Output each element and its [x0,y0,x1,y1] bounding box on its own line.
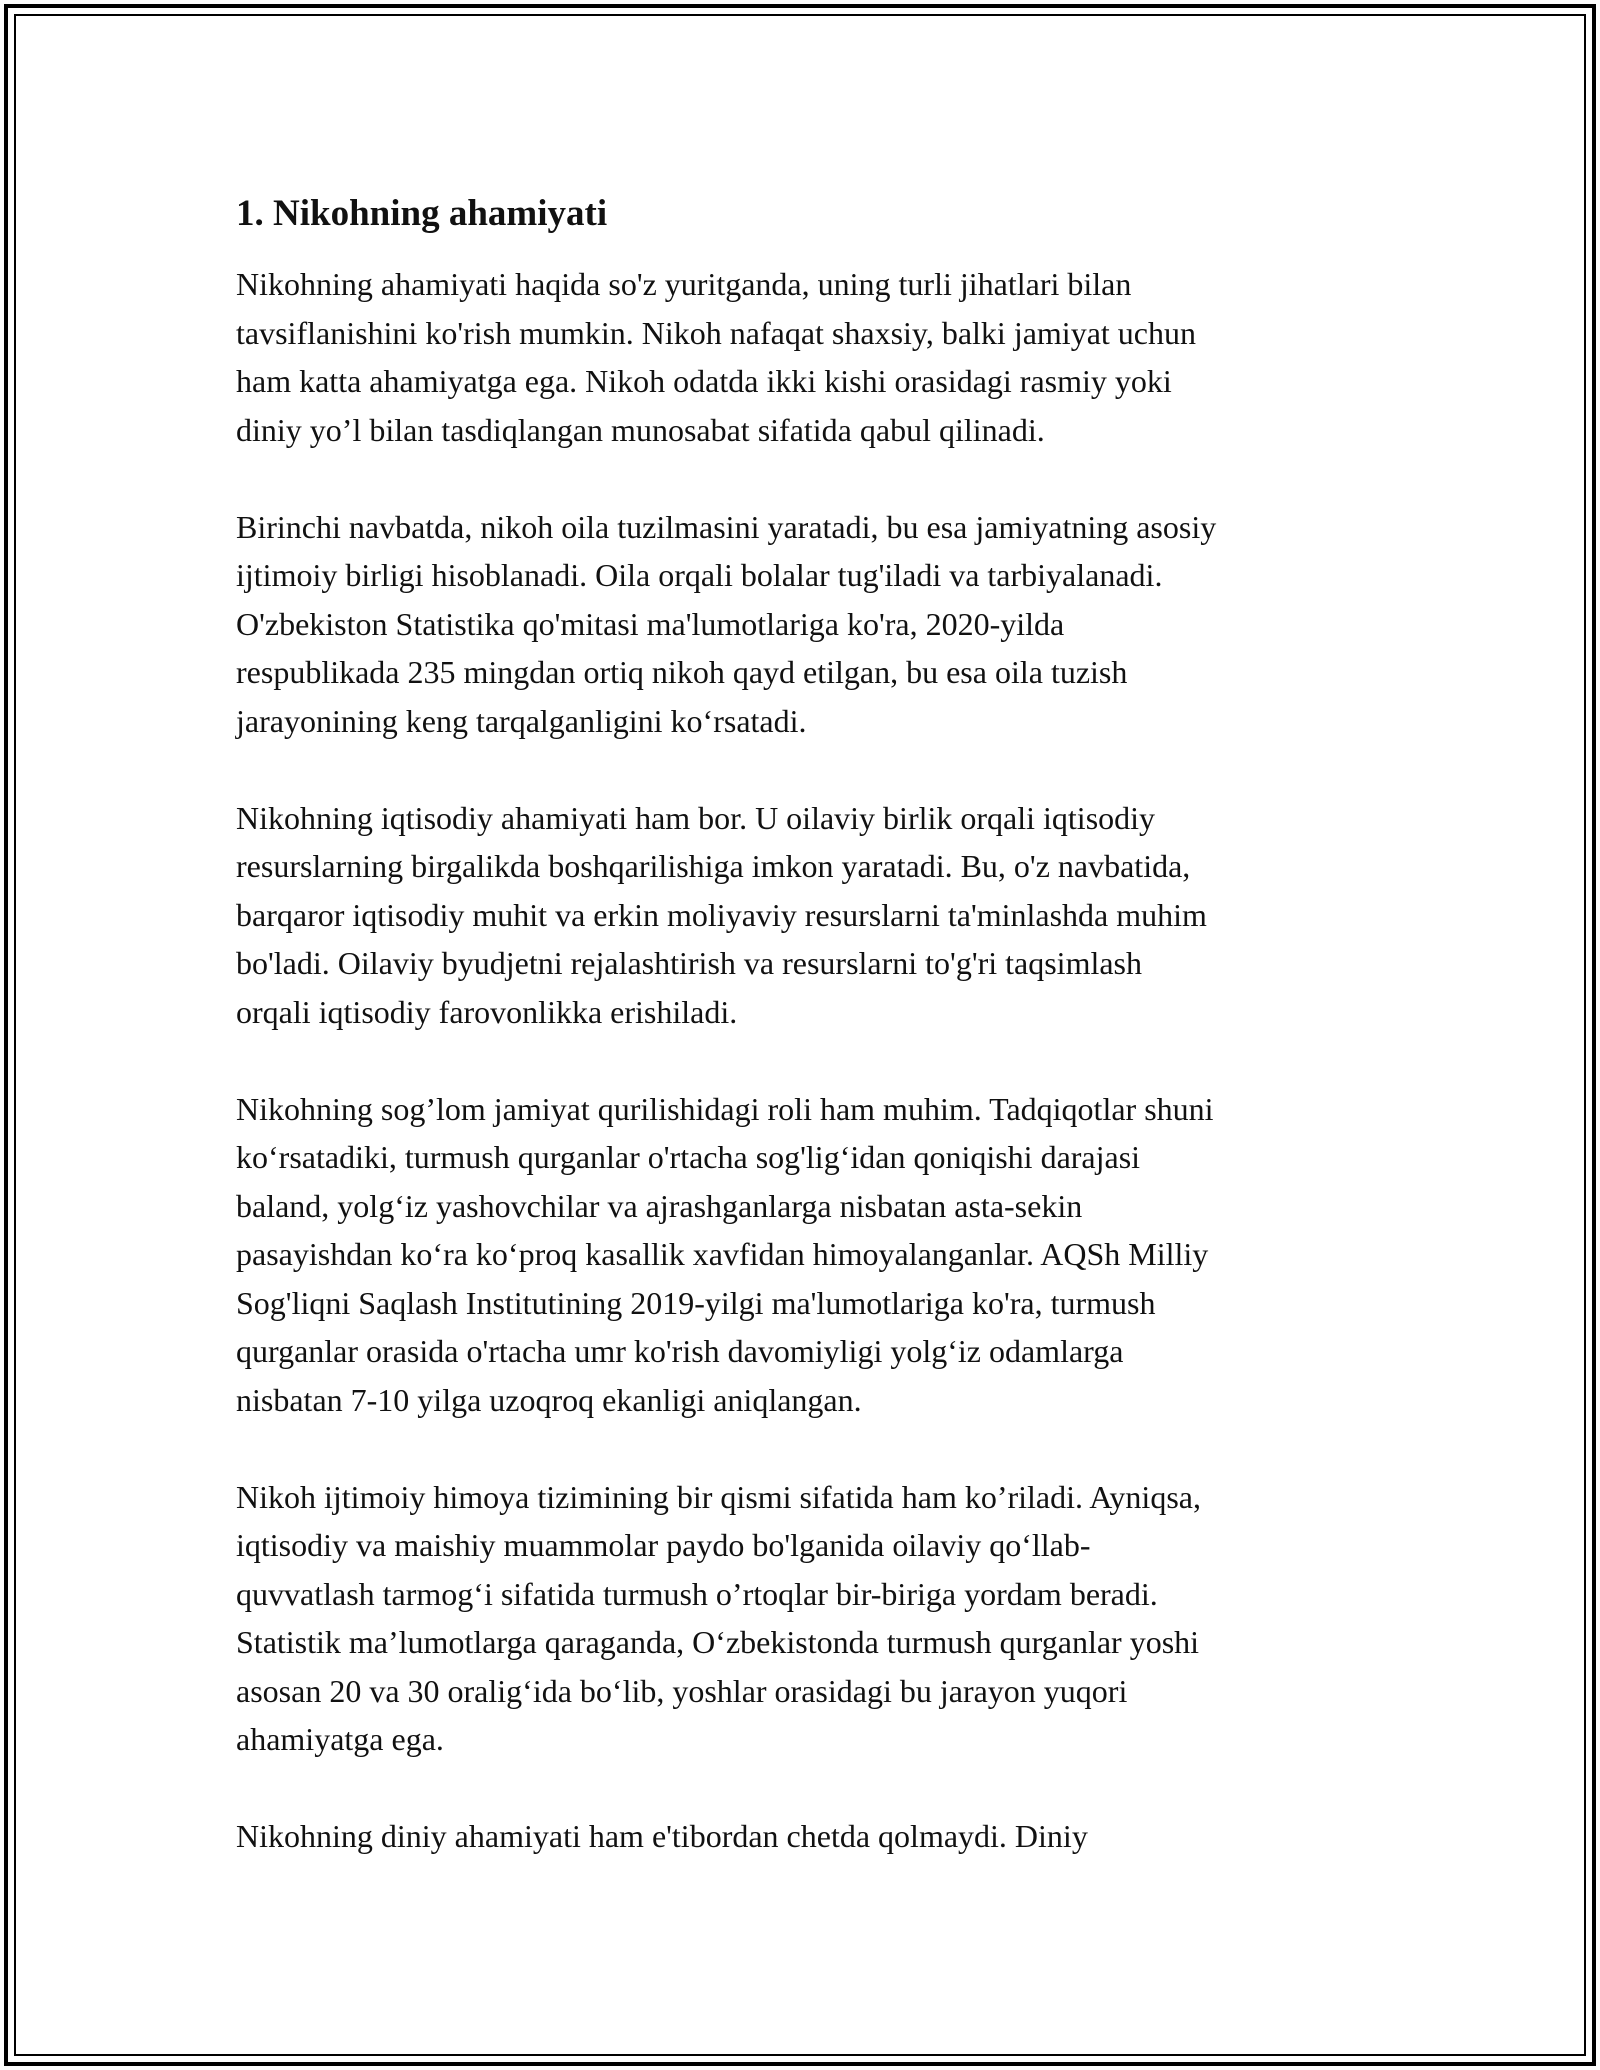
paragraph-line: nisbatan 7-10 yilga uzoqroq ekanligi aniqlangan. [236,1381,862,1418]
paragraph-line: Sog'liqni Saqlash Institutining 2019-yilgi ma'lumotlariga ko'ra, turmush [236,1284,1156,1321]
paragraph-line: orqali iqtisodiy farovonlikka erishiladi. [236,993,738,1030]
section-heading: 1. Nikohning ahamiyati [236,193,608,234]
paragraph-line: Nikohning diniy ahamiyati ham e'tibordan chetda qolmaydi. Diniy [236,1818,1088,1854]
paragraph-line: Nikohning iqtisodiy ahamiyati ham bor. U oilaviy birlik orqali iqtisodiy [236,799,1156,836]
paragraph-line: O'zbekiston Statistika qo'mitasi ma'lumotlariga ko'ra, 2020-yilda [236,605,1065,642]
paragraph-line: qurganlar orasida o'rtacha umr ko'rish davomiyligi yolg‘iz odamlarga [236,1333,1124,1369]
paragraph-line: Nikohning sog’lom jamiyat qurilishidagi roli ham muhim. Tadqiqotlar shuni [236,1090,1214,1127]
paragraph-line: ko‘rsatadiki, turmush qurganlar o'rtacha sog'lig‘idan qoniqishi darajasi [236,1139,1141,1175]
paragraph-5 [236,1473,1376,1764]
paragraph-line: Nikoh ijtimoiy himoya tizimining bir qismi sifatida ham ko’riladi. Ayniqsa, [236,1478,1201,1515]
paragraph-line: baland, yolg‘iz yashovchilar va ajrashganlarga nisbatan asta-sekin [236,1187,1083,1224]
paragraph-2 [236,503,1376,746]
paragraph-4 [236,1085,1376,1425]
paragraph-line: asosan 20 va 30 oralig‘ida bo‘lib, yoshlar orasidagi bu jarayon yuqori [236,1672,1128,1709]
document-body [236,186,1376,1909]
paragraph-line: pasayishdan ko‘ra ko‘proq kasallik xavfidan himoyalanganlar. AQSh Milliy [236,1236,1209,1272]
paragraph-line: barqaror iqtisodiy muhit va erkin moliyaviy resurslarni ta'minlashda muhim [236,896,1207,933]
paragraph-line: ijtimoiy birligi hisoblanadi. Oila orqali bolalar tug'iladi va tarbiyalanadi. [236,557,1163,593]
paragraph-line: iqtisodiy va maishiy muammolar paydo bo'lganida oilaviy qo‘llab- [236,1527,1091,1563]
paragraph-line: resurslarning birgalikda boshqarilishiga imkon yaratadi. Bu, o'z navbatida, [236,848,1191,884]
paragraph-line: respublikada 235 mingdan ortiq nikoh qayd etilgan, bu esa oila tuzish [236,654,1128,690]
paragraph-line: ham katta ahamiyatga ega. Nikoh odatda ikki kishi orasidagi rasmiy yoki [236,363,1172,399]
paragraph-line: diniy yo’l bilan tasdiqlangan munosabat sifatida qabul qilinadi. [236,411,1045,448]
paragraph-line: jarayonining keng tarqalganligini ko‘rsatadi. [236,702,807,739]
paragraph-line: tavsiflanishini ko'rish mumkin. Nikoh nafaqat shaxsiy, balki jamiyat uchun [236,314,1196,351]
paragraph-1 [236,260,1376,454]
paragraph-line: quvvatlash tarmog‘i sifatida turmush o’rtoqlar bir-biriga yordam beradi. [236,1575,1158,1612]
paragraph-3 [236,794,1376,1037]
paragraph-line: Nikohning ahamiyati haqida so'z yuritganda, uning turli jihatlari bilan [236,266,1132,302]
paragraph-line: ahamiyatga ega. [236,1721,444,1757]
paragraph-line: bo'ladi. Oilaviy byudjetni rejalashtirish va resurslarni to'g'ri taqsimlash [236,945,1142,981]
paragraph-line: Statistik ma’lumotlarga qaraganda, O‘zbekistonda turmush qurganlar yoshi [236,1624,1200,1660]
paragraph-6 [236,1812,1376,1861]
paragraph-line: Birinchi navbatda, nikoh oila tuzilmasini yaratadi, bu esa jamiyatning asosiy [236,508,1217,545]
